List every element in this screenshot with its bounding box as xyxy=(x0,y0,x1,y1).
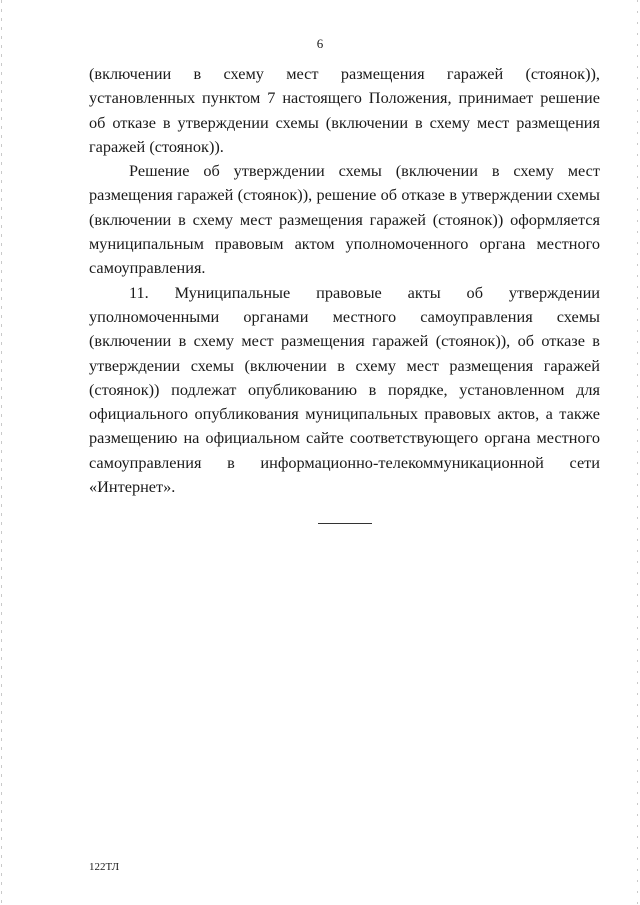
scan-edge-right xyxy=(637,0,638,905)
end-separator-line xyxy=(318,523,372,524)
scan-edge-left xyxy=(1,0,2,905)
paragraph-decision: Решение об утверждении схемы (включении в схему мест размещения гаражей (стоянок)), решение об отказе в утверждении схемы (включении в схему мест размещения гаражей (стоянок)) оформляется муниципальным правовым актом уполномоченного органа местного самоуправления. xyxy=(89,161,600,278)
paragraph-item-11: 11. Муниципальные правовые акты об утверждении уполномоченными органами местного самоуправления схемы (включении в схему мест размещения гаражей (стоянок)), об отказе в утверждении схемы (включении в схему мест размещения гаражей (стоянок)) подлежат опубликованию в порядке, установленном для официального опубликования муниципальных правовых актов, а также размещению на официальном сайте соответствующего органа местного самоуправления в информационно-телекоммуникационной сети «Интернет». xyxy=(89,282,600,497)
page-number: 6 xyxy=(316,36,324,51)
document-body xyxy=(89,62,600,499)
document-code: 122ТЛ xyxy=(89,861,120,873)
paragraph-continuation: (включении в схему мест размещения гаражей (стоянок)), установленных пунктом 7 настоящего Положения, принимает решение об отказе в утверждении схемы (включении в схему мест размещения гаражей (стоянок)). xyxy=(89,64,600,156)
